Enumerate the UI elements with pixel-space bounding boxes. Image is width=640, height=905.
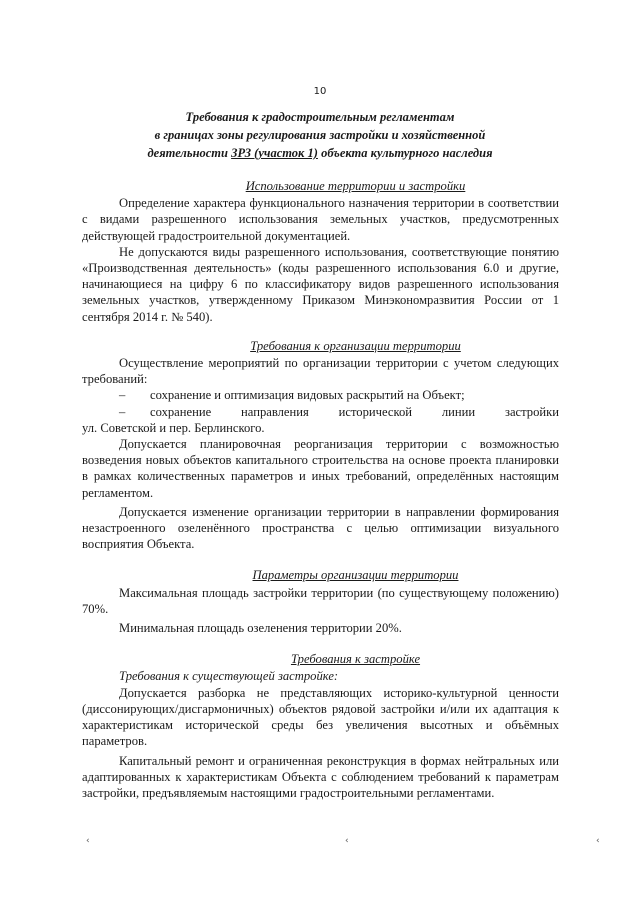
paragraph: Допускается разборка не представляющих историко-культурной ценности (диссонирующих/дисгармоничных) объектов рядовой застройки и/или их адаптация к характеристикам исторической среды без увеличения высотных и объёмных параметров. [82,685,559,749]
document-title [100,108,540,162]
scan-mark: ‹ [345,836,349,846]
subheading: Требования к существующей застройке: [119,669,339,684]
title-line-2: в границах зоны регулирования застройки и хозяйственной [154,128,486,142]
zone-code: ЗРЗ (участок 1) [231,146,318,160]
scan-mark: ‹ [86,836,90,846]
paragraph: Допускается планировочная реорганизация территории с возможностью возведения новых объектов капитального строительства на основе проекта планировки в рамках количественных параметров и иных требований, определённых настоящим регламентом. [82,437,559,500]
document-body [82,178,559,801]
paragraph: Определение характера функционального назначения территории в соответствии с видами разрешенного использования земельных участков, предусмотренных действующей градостроительной документацией. [82,196,559,243]
section-heading-usage: Использование территории и застройки [245,179,466,193]
paragraph: Не допускаются виды разрешенного использования, соответствующие понятию «Производственная деятельность» (коды разрешенного использования 6.0 и другие, начинающиеся на цифру 6 по классификатору видов разрешенного использования земельных участков, утвержденному Приказом Минэкономразвития России от 1 сентября 2014 г. № 540). [82,244,559,324]
paragraph: Максимальная площадь застройки территории (по существующему положению) 70%. [82,585,559,616]
list-item: – сохранение и оптимизация видовых раскрытий на Объект; [119,388,465,403]
page-number: 10 [313,86,327,97]
title-line-3: деятельности ЗРЗ (участок 1) объекта культурного наследия [147,146,493,160]
paragraph: Минимальная площадь озеленения территории 20%. [119,621,402,636]
list-item: – сохранение направления исторической линии застройки [119,404,559,419]
scan-mark: ‹ [596,836,600,846]
section-heading-building: Требования к застройке [290,652,421,667]
paragraph: Осуществление мероприятий по организации территории с учетом следующих требований: [82,356,559,387]
paragraph: Капитальный ремонт и ограниченная реконструкция в формах нейтральных или адаптированных к характеристикам Объекта с соблюдением требований к параметрам застройки, предъявляемым настоящими градостроительными регламентами. [82,753,559,800]
paragraph: Допускается изменение организации территории в направлении формирования незастроенного озеленённого пространства с целью оптимизации визуального восприятия Объекта. [82,504,559,552]
list-item-continuation: ул. Советской и пер. Берлинского. [82,420,265,435]
section-heading-organization: Требования к организации территории [250,338,461,353]
section-heading-parameters: Параметры организации территории [252,568,459,583]
title-line-1: Требования к градостроительным регламентам [185,110,455,124]
